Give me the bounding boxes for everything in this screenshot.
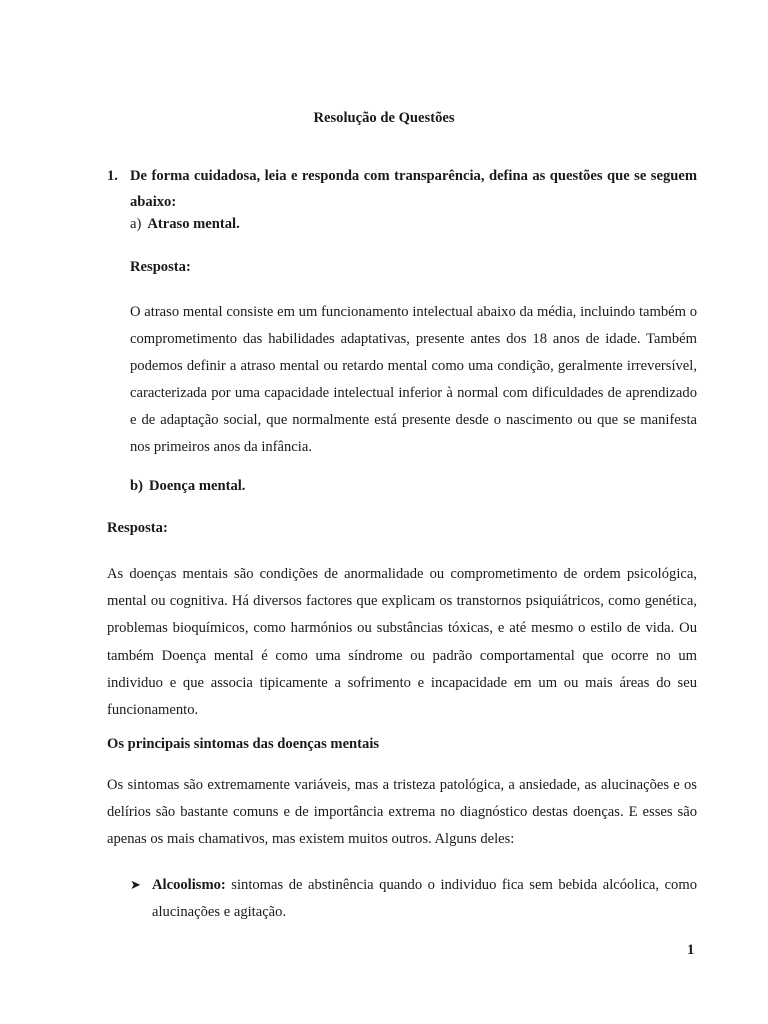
symptoms-heading: Os principais sintomas das doenças mentais [107, 736, 380, 752]
answer-a-paragraph: O atraso mental consiste em um funcionamento intelectual abaixo da média, incluindo também o comprometimento das habilidades adaptativas, presente antes dos 18 anos de idade. Também podemos definir a atraso mental ou retardo mental como uma condição, geralmente irreversível, caracterizada por uma capacidade intelectual inferior à normal com dificuldades de aprendizado e de adaptação social, que normalmente está presente desde o nascimento ou que se manifesta nos primeiros anos da infância. [130, 304, 697, 455]
bullet-item [130, 872, 697, 926]
page-number: 1 [687, 942, 695, 958]
symptoms-paragraph: Os sintomas são extremamente variáveis, mas a tristeza patológica, a ansiedade, as alucinações e os delírios são bastante comuns e de importância extrema no diagnóstico destas doenças. E esses são apenas os mais chamativos, mas existem muitos outros. Alguns deles: [107, 777, 697, 847]
bullet-description: sintomas de abstinência quando o individuo fica sem bebida alcóolica, como alucinações e agitação. [152, 877, 697, 920]
question-number: 1. [107, 168, 118, 184]
answer-a-label: Resposta: [130, 259, 191, 275]
question-text: De forma cuidadosa, leia e responda com transparência, defina as questões que se seguem abaixo: [130, 168, 697, 210]
item-b-heading [130, 478, 245, 495]
bullet-text [152, 872, 697, 926]
item-a-label: a) [130, 216, 142, 232]
question-1 [107, 163, 697, 215]
page-title: Resolução de Questões [313, 110, 455, 126]
item-b-title: Doença mental. [148, 478, 246, 494]
item-a-title: Atraso mental. [147, 216, 240, 232]
bullet-term: Alcoolismo: [152, 877, 226, 893]
arrow-bullet-icon: ➤ [130, 878, 141, 893]
item-a-heading [130, 216, 240, 233]
answer-b-label: Resposta: [107, 520, 168, 536]
answer-b-paragraph: As doenças mentais são condições de anormalidade ou comprometimento de ordem psicológica, mental ou cognitiva. Há diversos factores que explicam os transtornos psiquiátricos, como genética, problemas bioquímicos, como harmónios ou substâncias tóxicas, e até mesmo o estilo de vida. Ou também Doença mental é como uma síndrome ou padrão comportamental que ocorre no um individuo e que associa tipicamente a sofrimento e incapacidade em um ou mais áreas do seu funcionamento. [107, 566, 697, 719]
item-b-label: b) [130, 478, 143, 494]
